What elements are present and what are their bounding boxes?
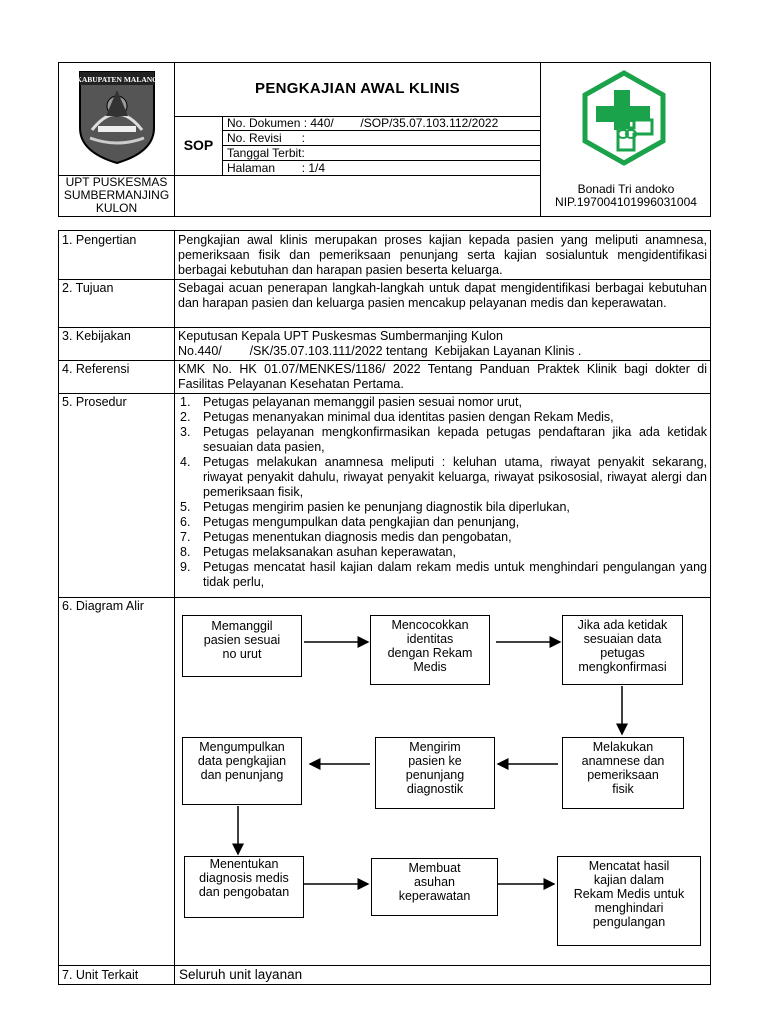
- unit-name: UPT PUSKESMAS SUMBERMANJING KULON: [63, 175, 170, 215]
- text-kebijakan-1: Keputusan Kepala UPT Puskesmas Sumbermanjing Kulon: [178, 329, 503, 343]
- label-pengertian: 1. Pengertian: [62, 233, 137, 247]
- list-item: 7. Petugas menentukan diagnosis medis dan pengobatan,: [180, 530, 512, 544]
- text-unit-terkait: Seluruh unit layanan: [179, 967, 303, 982]
- list-item: 8. Petugas melaksanakan asuhan keperawatan,: [180, 545, 456, 559]
- sop-label: SOP: [183, 137, 214, 153]
- flow-box-mencatat: Mencatat hasil kajian dalam Rekam Medis untuk menghindari pengulangan: [557, 856, 701, 946]
- text-pengertian: Pengkajian awal klinis merupakan proses kajian kepada pasien yang meliputi anamnesa, pemeriksaan fisik dan pemeriksaan penunjang serta kajian sosialuntuk mengidentifikasi berbagai kebutuhan dan harapan pasien beserta keluarga.: [178, 233, 707, 277]
- flow-box-diagnosis: Menentukan diagnosis medis dan pengobatan: [184, 856, 304, 918]
- signer-nip: NIP.197004101996031004: [555, 195, 697, 209]
- signer-name: Bonadi Tri andoko: [577, 182, 675, 196]
- list-item: 2. Petugas menanyakan minimal dua identitas pasien dengan Rekam Medis,: [180, 410, 614, 424]
- tanggal-terbit: Tanggal Terbit:: [227, 146, 305, 160]
- svg-text:KABUPATEN MALANG: KABUPATEN MALANG: [76, 75, 158, 84]
- label-tujuan: 2. Tujuan: [62, 281, 114, 295]
- list-item: 3. Petugas pelayanan mengkonfirmasikan kepada petugas pendaftaran jika ada ketidak sesuaian data pasien,: [180, 425, 707, 454]
- label-kebijakan: 3. Kebijakan: [62, 329, 131, 343]
- flow-box-memanggil: Memanggil pasien sesuai no urut: [182, 615, 302, 677]
- list-item: 5. Petugas mengirim pasien ke penunjang diagnostik bila diperlukan,: [180, 500, 570, 514]
- list-item: 6. Petugas mengumpulkan data pengkajian dan penunjang,: [180, 515, 520, 529]
- no-dokumen: No. Dokumen : 440/ /SOP/35.07.103.112/2022: [227, 116, 499, 130]
- no-revisi: No. Revisi :: [227, 131, 306, 145]
- document-title: PENGKAJIAN AWAL KLINIS: [255, 80, 460, 97]
- flow-box-asuhan: Membuat asuhan keperawatan: [371, 858, 498, 916]
- text-tujuan: Sebagai acuan penerapan langkah-langkah untuk dapat mengidentifikasi berbagai kebutuhan dan harapan pasien dan keluarga pasien mencakup pelayanan medis dan keperawatan.: [178, 281, 707, 310]
- label-unit-terkait: 7. Unit Terkait: [62, 968, 139, 982]
- label-prosedur: 5. Prosedur: [62, 395, 127, 409]
- text-referensi: KMK No. HK 01.07/MENKES/1186/ 2022 Tentang Panduan Praktek Klinik bagi dokter di Fasilitas Pelayanan Kesehatan Pertama.: [178, 362, 707, 391]
- halaman: Halaman : 1/4: [227, 161, 326, 175]
- label-referensi: 4. Referensi: [62, 362, 130, 376]
- flow-box-mengirim: Mengirim pasien ke penunjang diagnostik: [375, 737, 495, 809]
- list-item: 1. Petugas pelayanan memanggil pasien sesuai nomor urut,: [180, 395, 522, 409]
- flow-box-konfirmasi: Jika ada ketidak sesuaian data petugas mengkonfirmasi: [562, 615, 683, 685]
- list-item: 9. Petugas mencatat hasil kajian dalam rekam medis untuk menghindari pengulangan yang tidak perlu,: [180, 560, 707, 589]
- flow-box-anamnese: Melakukan anamnese dan pemeriksaan fisik: [562, 737, 684, 809]
- list-item: 4. Petugas melakukan anamnesa meliputi : keluhan utama, riwayat penyakit sekarang, riwayat penyakit dahulu, riwayat penyakit keluarga, riwayat psikososial, riwayat alergi dan pemeriksaan fisik,: [180, 455, 707, 499]
- flow-box-mengumpulkan: Mengumpulkan data pengkajian dan penunjang: [182, 737, 302, 805]
- flow-box-mencocokkan: Mencocokkan identitas dengan Rekam Medis: [370, 615, 490, 685]
- text-kebijakan-2: No.440/ /SK/35.07.103.111/2022 tentang Kebijakan Layanan Klinis .: [178, 344, 582, 358]
- label-diagram-alir: 6. Diagram Alir: [62, 599, 144, 613]
